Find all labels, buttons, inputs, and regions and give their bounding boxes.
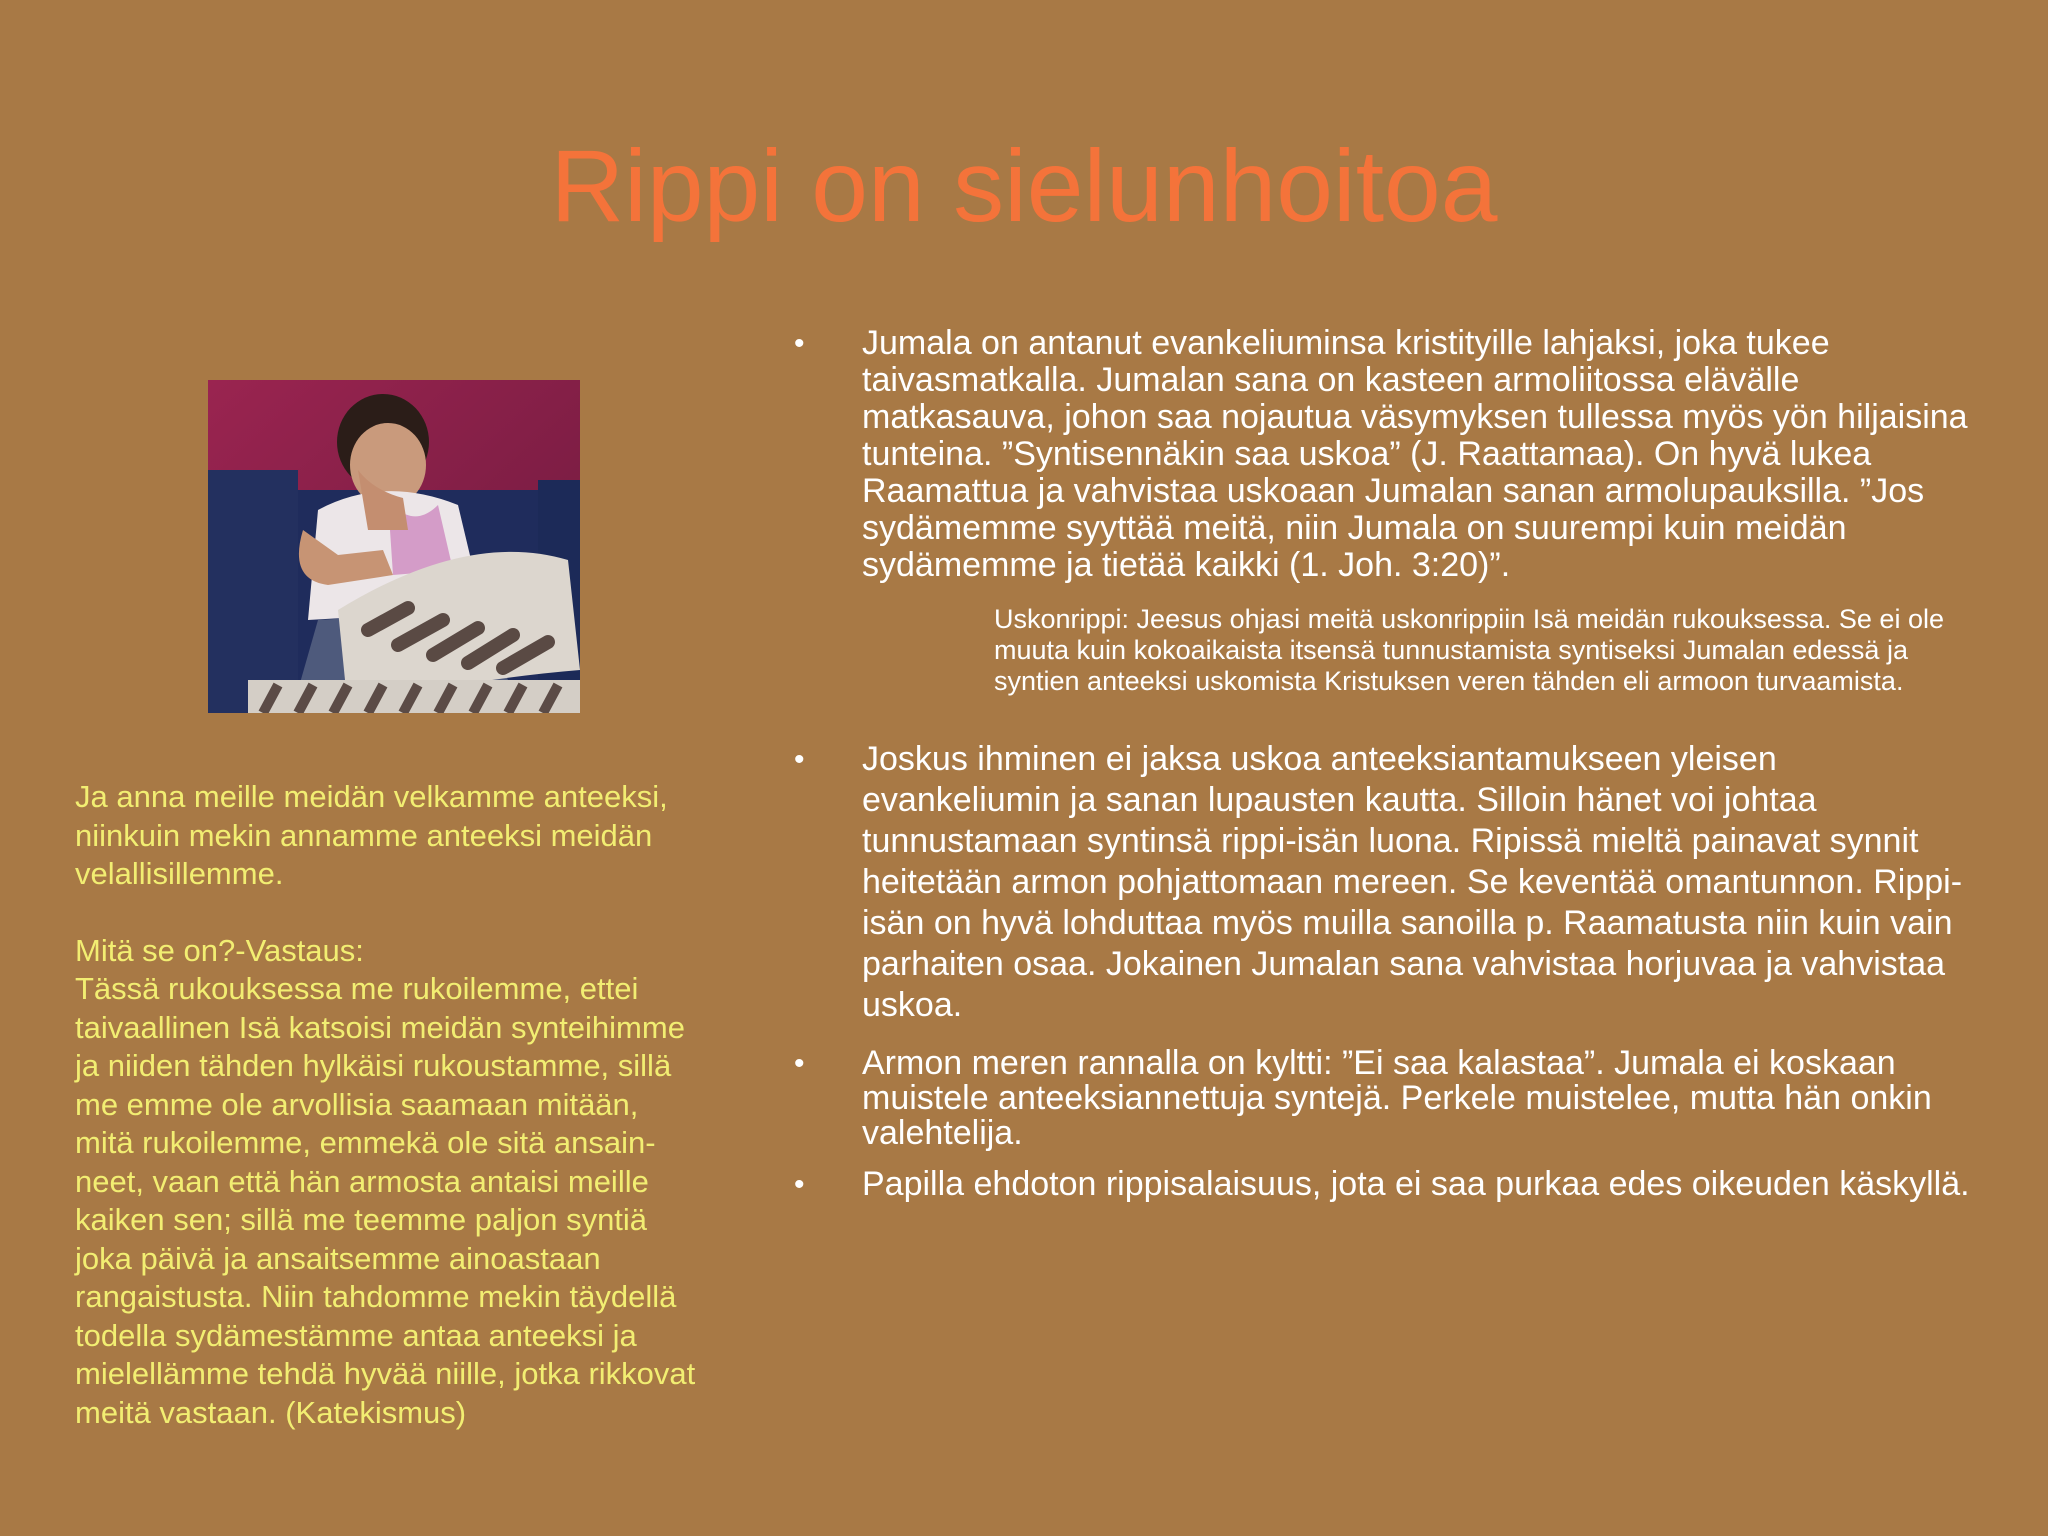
praying-man-photo bbox=[208, 380, 580, 713]
catechism-explanation: Mitä se on?-Vastaus: Tässä rukouksessa me rukoilemme, ettei taivaallinen Isä katsoisi meidän synteihimme ja niiden tähden hylkäisi rukoustamme, sillä me emme ole arvollisia saamaan mitään, mitä rukoilemme, emmekä ole sitä ansain- neet, vaan että hän armosta antaisi meille kaiken sen; sillä me teemme paljon syntiä joka päivä ja ansaitsemme ainoastaan rangaistusta. Niin tahdomme mekin täydellä todella sydämestämme antaa anteeksi ja mielellämme tehdä hyvää niille, jotka rikkovat meitä vastaan. (Katekismus) bbox=[75, 932, 696, 1430]
sub-bullet-text: Uskonrippi: Jeesus ohjasi meitä uskonrippiin Isä meidän rukouksessa. Se ei ole muuta kuin kokoaikaista itsensä tunnustamista syntiseksi Jumalan edessä ja syntien anteeksi uskomista Kristuksen veren tähden eli armoon turvaamista. bbox=[994, 604, 1944, 696]
bullet-text: Papilla ehdoton rippisalaisuus, jota ei saa purkaa edes oikeuden käskyllä. bbox=[862, 1165, 1970, 1203]
bullet-item bbox=[790, 1046, 1980, 1151]
bullet-text: Armon meren rannalla on kyltti: ”Ei saa kalastaa”. Jumala ei koskaan muistele anteeksiannettuja syntejä. Perkele muistelee, mutta hän onkin valehtelija. bbox=[862, 1044, 1932, 1152]
bullet-text: Jumala on antanut evankeliuminsa kristityille lahjaksi, joka tukee taivasmatkalla. Jumalan sana on kasteen armoliitossa elävälle matkasauva, johon saa nojautua väsymyksen tullessa myös yön hiljaisina tunteina. ”Syntisennäkin saa uskoa” (J. Raattamaa). On hyvä lukea Raamattua ja vahvistaa uskoaan Jumalan sanan armolupauksilla. ”Jos sydämemme syyttää meitä, niin Jumala on suurempi kuin meidän sydämemme ja tietää kaikki (1. Joh. 3:20)”. bbox=[862, 324, 1968, 584]
bullet-text: Joskus ihminen ei jaksa uskoa anteeksiantamukseen yleisen evankeliumin ja sanan lupausten kautta. Silloin hänet voi johtaa tunnustamaan syntinsä rippi-isän luona. Ripissä mieltä painavat synnit heitetään armon pohjattomaan mereen. Se keventää omantunnon. Rippi-isän on hyvä lohduttaa myös muilla sanoilla p. Raamatusta niin kuin vain parhaiten osaa. Jokainen Jumalan sana vahvistaa horjuvaa ja vahvistaa uskoa. bbox=[862, 740, 1963, 1024]
bullet-marker: • bbox=[794, 1168, 805, 1201]
bullet-item bbox=[790, 1167, 1980, 1202]
catechism-text bbox=[75, 778, 815, 1432]
bullet-marker: • bbox=[794, 327, 805, 360]
bullet-item bbox=[790, 739, 1980, 1026]
bullet-marker: • bbox=[794, 743, 805, 776]
bullet-list bbox=[790, 325, 1980, 1202]
spacer bbox=[75, 894, 815, 932]
lords-prayer-verse: Ja anna meille meidän velkamme anteeksi, niinkuin mekin annamme anteeksi meidän velallisillemme. bbox=[75, 779, 668, 891]
bullet-item bbox=[790, 325, 1980, 697]
bullet-marker: • bbox=[794, 1047, 805, 1080]
slide-title: Rippi on sielunhoitoa bbox=[550, 129, 1498, 243]
